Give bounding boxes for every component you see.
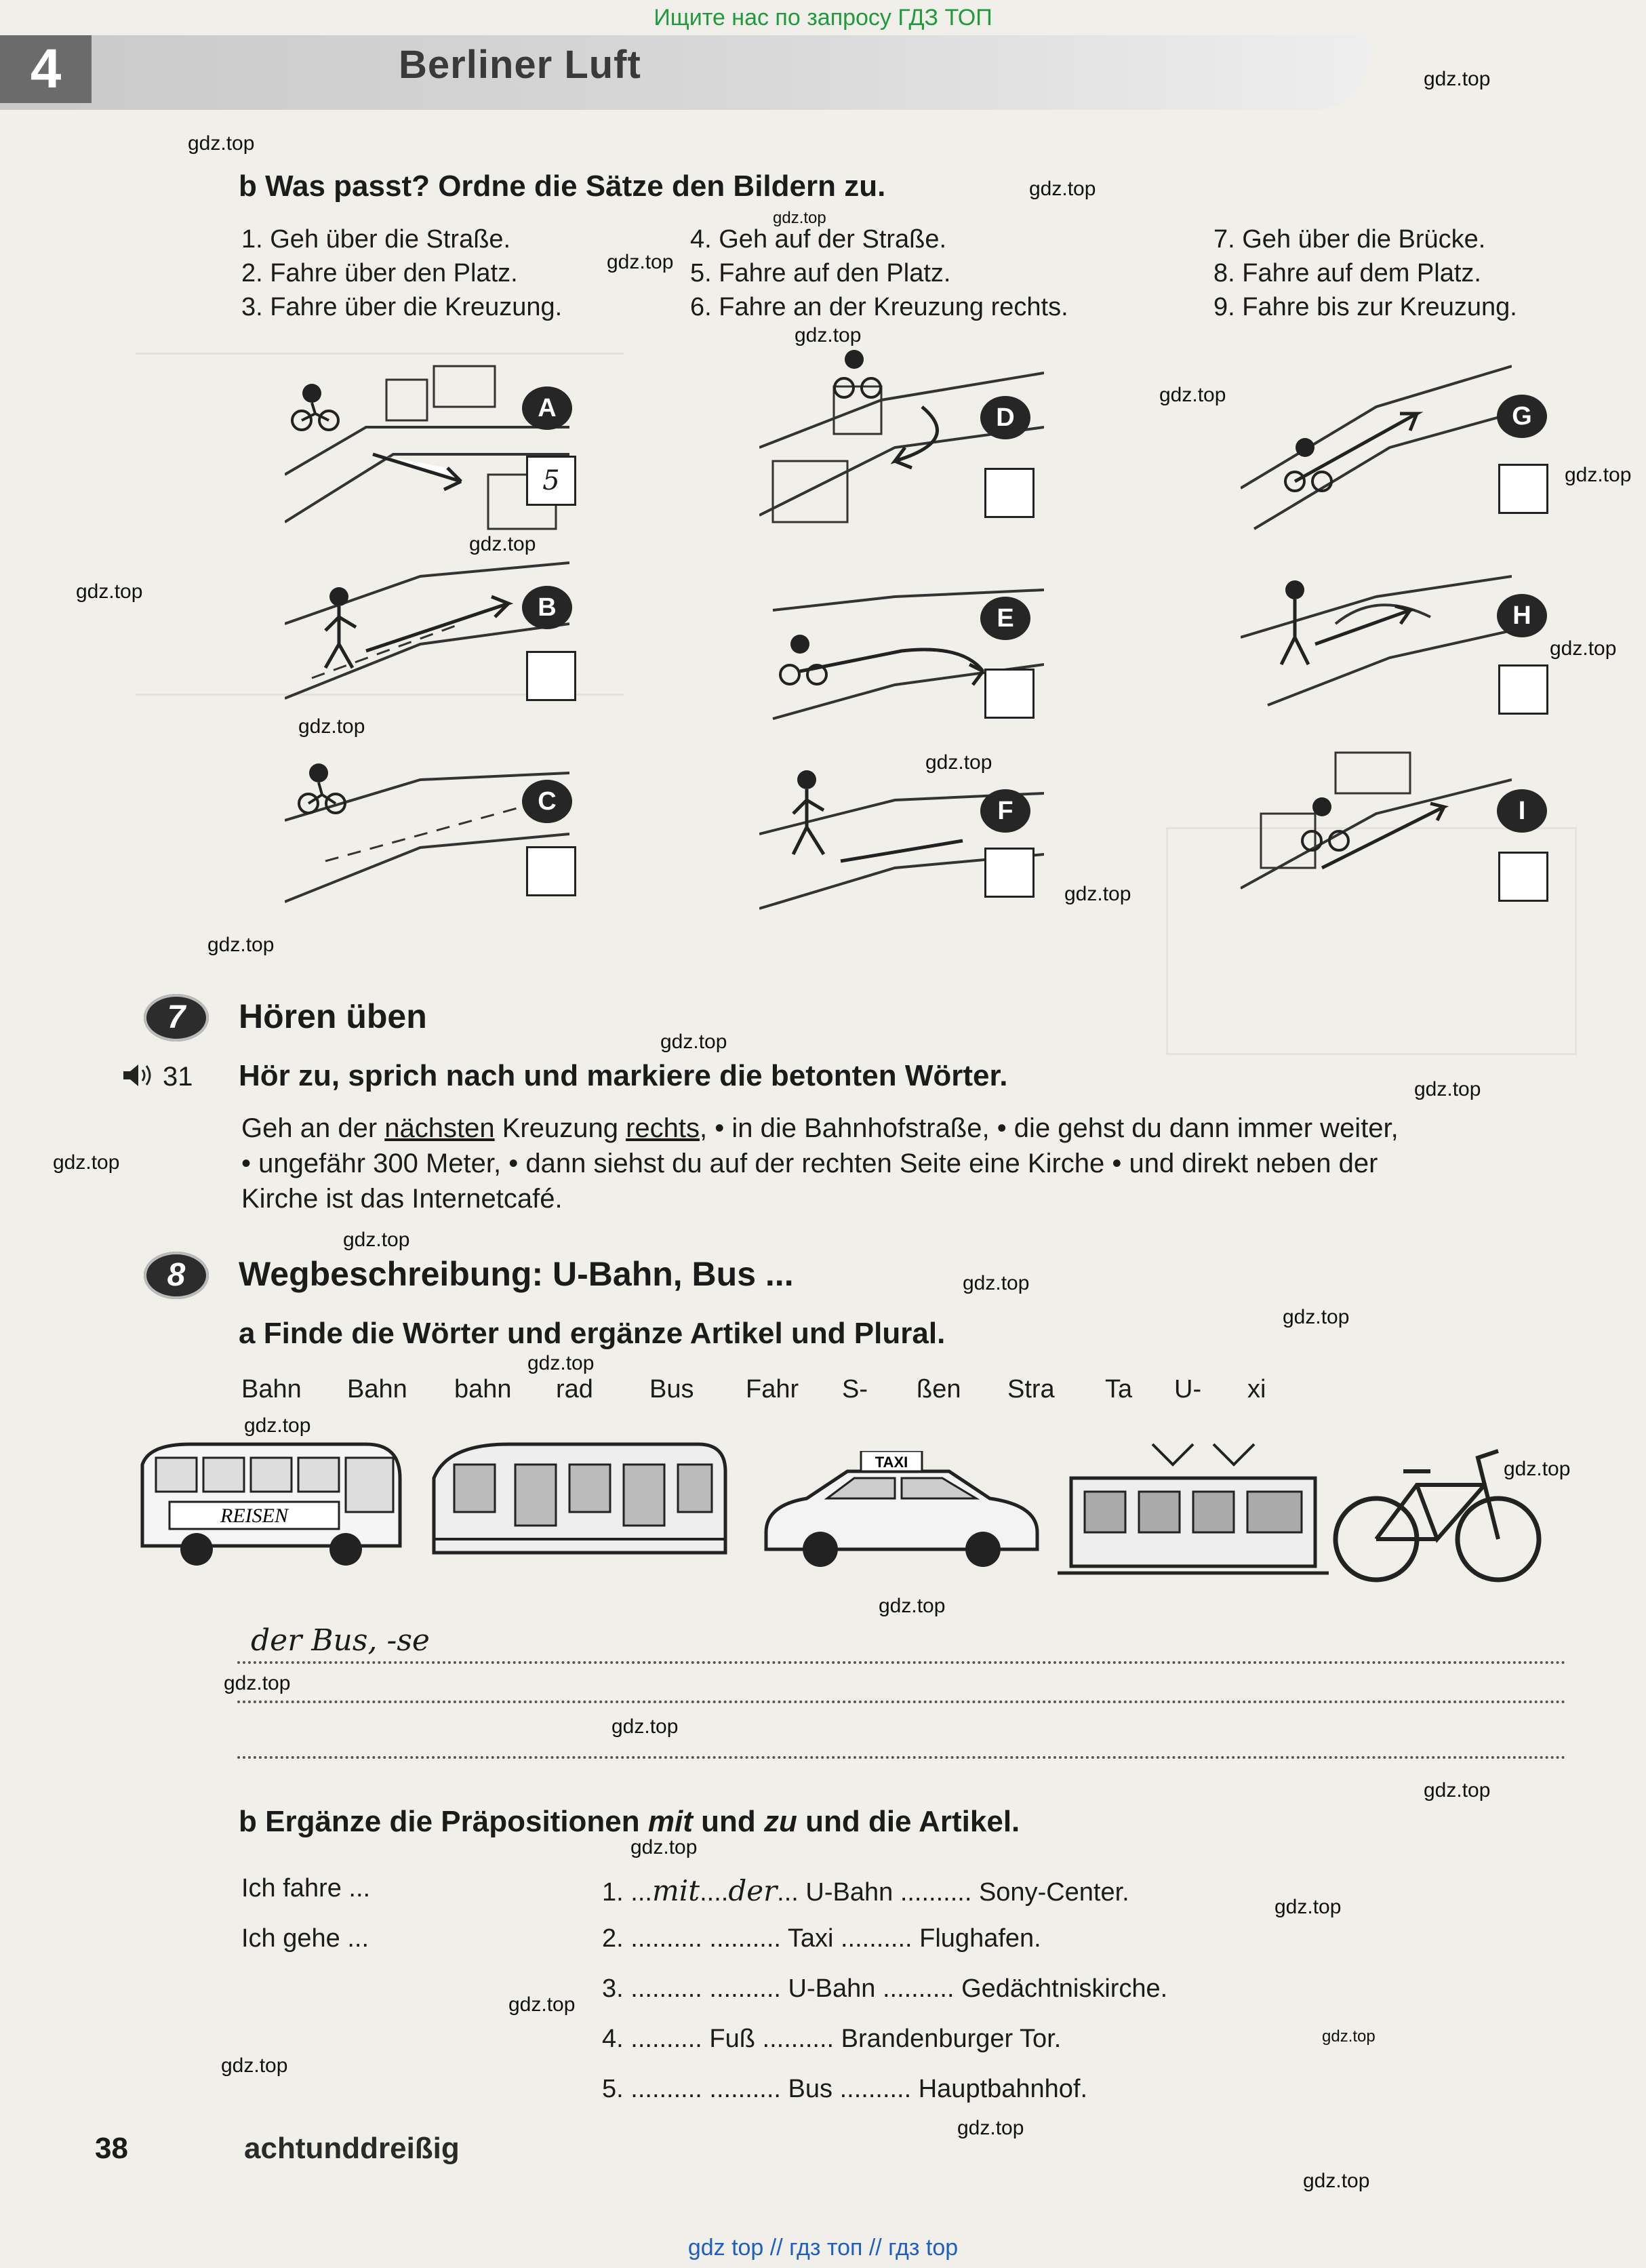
top-banner: Ищите нас по запросу ГДЗ ТОП	[654, 5, 992, 31]
listening-text-line-1: Geh an der nächsten Kreuzung rechts, • in die Bahnhofstraße, • die gehst du dann immer weiter,	[241, 1113, 1399, 1143]
watermark: gdz.top	[298, 715, 365, 738]
track-number: 31	[163, 1062, 193, 1092]
watermark: gdz.top	[244, 1414, 311, 1437]
syllable: bahn	[454, 1375, 512, 1404]
watermark: gdz.top	[1424, 1779, 1491, 1802]
watermark: gdz.top	[1159, 384, 1226, 406]
task-a-title: a Finde die Wörter und ergänze Artikel und Plural.	[239, 1317, 946, 1350]
item-3: 3. .......... .......... U-Bahn .......... Gedächtniskirche.	[602, 1974, 1168, 2003]
section-7-instruction: Hör zu, sprich nach und markiere die betonten Wörter.	[239, 1059, 1008, 1092]
watermark: gdz.top	[224, 1672, 291, 1694]
answer-box-a[interactable]: 5	[526, 456, 576, 506]
answer-box-h[interactable]	[1498, 664, 1548, 715]
watermark: gdz.top	[660, 1031, 727, 1053]
watermark: gdz.top	[1565, 464, 1632, 486]
syllable: Bahn	[347, 1375, 407, 1404]
watermark: gdz.top	[1303, 2170, 1370, 2192]
section-number-8: 8	[144, 1252, 209, 1299]
taxi-illustration	[759, 1451, 1044, 1573]
syllable: Bahn	[241, 1375, 302, 1404]
sentence: 8. Fahre auf dem Platz.	[1213, 259, 1481, 287]
bus-illustration	[136, 1437, 407, 1573]
page-number-word: achtunddreißig	[244, 2132, 460, 2165]
sentence: 9. Fahre bis zur Kreuzung.	[1213, 293, 1517, 321]
watermark: gdz.top	[1322, 2027, 1376, 2046]
watermark: gdz.top	[1029, 178, 1096, 200]
listening-text-line-2: • ungefähr 300 Meter, • dann siehst du auf der rechten Seite eine Kirche • und direkt neben der	[241, 1149, 1378, 1178]
item-4: 4. .......... Fuß .......... Brandenburger Tor.	[602, 2025, 1062, 2053]
answer-line[interactable]	[237, 1756, 1566, 1759]
watermark: gdz.top	[508, 1993, 576, 2016]
answer-box-i[interactable]	[1498, 852, 1548, 902]
picture-label-e: E	[980, 597, 1030, 640]
sentence: 2. Fahre über den Platz.	[241, 259, 518, 287]
speaker-icon[interactable]	[121, 1062, 153, 1089]
illustration-walker-on-bridge	[1241, 549, 1512, 719]
section-number-7: 7	[144, 994, 209, 1041]
picture-label-c: C	[522, 780, 572, 823]
tram-illustration	[1058, 1437, 1329, 1587]
bottom-banner: gdz top // гдз топ // гдз top	[687, 2235, 959, 2261]
watermark: gdz.top	[1424, 68, 1491, 90]
illustration-cyclist-crossing-square	[285, 339, 569, 536]
item-1: 1. ...mit....der... U-Bahn .......... Sony-Center.	[602, 1874, 1129, 1907]
watermark: gdz.top	[795, 324, 862, 346]
sentence: 7. Geh über die Brücke.	[1213, 225, 1486, 254]
watermark: gdz.top	[1064, 883, 1131, 905]
header-bar	[0, 35, 1369, 110]
answer-box-b[interactable]	[526, 651, 576, 701]
section-7-title: Hören üben	[239, 997, 427, 1035]
syllable: U-	[1174, 1375, 1202, 1404]
answer-box-d[interactable]	[984, 468, 1035, 518]
watermark: gdz.top	[221, 2054, 288, 2077]
item-5: 5. .......... .......... Bus .......... Hauptbahnhof.	[602, 2075, 1088, 2103]
bus-sign-text: REISEN	[220, 1505, 288, 1527]
watermark: gdz.top	[1414, 1078, 1481, 1100]
watermark: gdz.top	[607, 251, 674, 273]
answer-box-f[interactable]	[984, 848, 1035, 898]
watermark: gdz.top	[469, 533, 536, 555]
answer-box-g[interactable]	[1498, 464, 1548, 514]
task-b-title: b Was passt? Ordne die Sätze den Bildern zu.	[239, 170, 886, 203]
watermark: gdz.top	[188, 132, 255, 155]
watermark: gdz.top	[1504, 1458, 1571, 1480]
item-2: 2. .......... .......... Taxi .......... Flughafen.	[602, 1924, 1041, 1953]
sentence: 6. Fahre an der Kreuzung rechts.	[690, 293, 1068, 321]
syllable: Fahr	[746, 1375, 799, 1404]
picture-label-i: I	[1497, 789, 1547, 833]
watermark: gdz.top	[963, 1272, 1030, 1294]
syllable: rad	[556, 1375, 593, 1404]
watermark: gdz.top	[343, 1229, 410, 1251]
picture-label-g: G	[1497, 395, 1547, 438]
sentence: 3. Fahre über die Kreuzung.	[241, 293, 563, 321]
listening-text-line-3: Kirche ist das Internetcafé.	[241, 1184, 563, 1214]
watermark: gdz.top	[611, 1715, 679, 1738]
syllable: Bus	[649, 1375, 694, 1404]
answer-box-e[interactable]	[984, 669, 1035, 719]
syllable: S-	[842, 1375, 868, 1404]
syllable: ßen	[917, 1375, 961, 1404]
sentence: 4. Geh auf der Straße.	[690, 225, 947, 254]
watermark: gdz.top	[76, 580, 143, 603]
picture-label-h: H	[1497, 594, 1547, 637]
syllable: xi	[1247, 1375, 1266, 1404]
picture-label-b: B	[522, 586, 572, 629]
watermark: gdz.top	[1274, 1896, 1342, 1918]
answer-line[interactable]	[237, 1661, 1566, 1664]
watermark: gdz.top	[53, 1151, 120, 1174]
syllable: Stra	[1007, 1375, 1055, 1404]
watermark: gdz.top	[773, 209, 826, 227]
section-8-title: Wegbeschreibung: U-Bahn, Bus ...	[239, 1255, 794, 1293]
watermark: gdz.top	[207, 934, 275, 956]
page-number: 38	[95, 2132, 128, 2165]
unit-number: 4	[0, 35, 92, 103]
watermark: gdz.top	[879, 1595, 946, 1617]
subway-train-illustration	[427, 1437, 732, 1573]
stem-fahre: Ich fahre ...	[241, 1874, 371, 1903]
taxi-sign-text: TAXI	[875, 1454, 908, 1471]
bicycle-illustration	[1329, 1431, 1546, 1587]
answer-box-c[interactable]	[526, 846, 576, 896]
sentence: 5. Fahre auf den Platz.	[690, 259, 951, 287]
watermark: gdz.top	[630, 1836, 698, 1858]
stem-gehe: Ich gehe ...	[241, 1924, 369, 1953]
watermark: gdz.top	[527, 1352, 595, 1374]
answer-line-example: der Bus, -se	[251, 1623, 430, 1658]
sentence: 1. Geh über die Straße.	[241, 225, 511, 254]
watermark: gdz.top	[1550, 637, 1617, 660]
page-title: Berliner Luft	[399, 43, 641, 87]
watermark: gdz.top	[1283, 1306, 1350, 1328]
task-b-prepositions-title: b Ergänze die Präpositionen mit und zu und die Artikel.	[239, 1805, 1020, 1838]
watermark: gdz.top	[925, 751, 992, 774]
picture-label-d: D	[980, 396, 1030, 439]
picture-label-a: A	[522, 386, 572, 430]
illustration-cyclist-on-bridge	[1241, 353, 1512, 536]
answer-line[interactable]	[237, 1700, 1566, 1703]
syllable: Ta	[1105, 1375, 1133, 1404]
illustration-cyclist-to-crossing	[1241, 739, 1512, 915]
watermark: gdz.top	[957, 2117, 1024, 2139]
picture-label-f: F	[980, 789, 1030, 833]
